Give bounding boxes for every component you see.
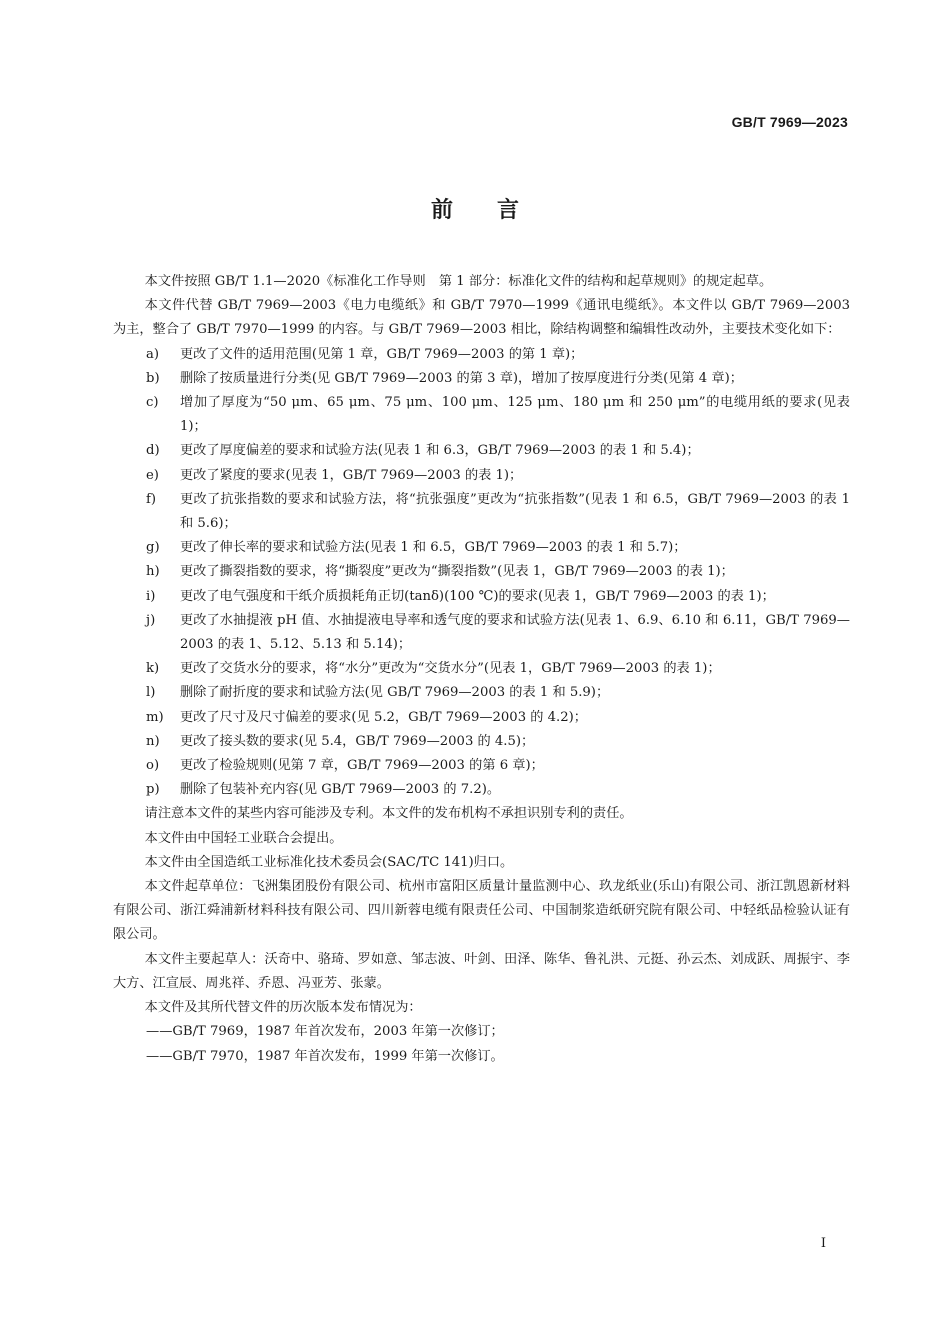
history-item: ——GB/T 7969，1987 年首次发布，2003 年第一次修订； [146,1024,504,1040]
item-mark: h) [146,564,160,580]
item-text: 更改了文件的适用范围(见第 1 章，GB/T 7969—2003 的第 1 章)； [180,346,584,362]
item-mark: j) [146,612,156,628]
page-number: I [820,1236,826,1251]
item-mark: d) [146,443,160,459]
changes-list [113,343,850,803]
list-item [113,706,850,730]
list-item [113,754,850,778]
item-mark: l) [146,685,156,701]
item-text: 更改了交货水分的要求，将“水分”更改为“交货水分”(见表 1，GB/T 7969—2003 的表 1)； [180,661,721,677]
list-item [113,464,850,488]
item-text: 更改了检验规则(见第 7 章，GB/T 7969—2003 的第 6 章)； [180,758,544,774]
item-mark: a) [146,346,160,362]
paragraph-drafting-rules: 本文件按照 GB/T 1.1—2020《标准化工作导则 第 1 部分：标准化文件的结构和起草规则》的规定起草。 [144,274,773,289]
list-item [113,585,850,609]
list-item [113,560,850,584]
paragraph-committee: 本文件由全国造纸工业标准化技术委员会(SAC/TC 141)归口。 [144,854,514,870]
list-item [113,778,850,802]
item-mark: k) [146,661,160,677]
list-item [113,536,850,560]
standard-code: GB/T 7969—2023 [731,114,848,130]
page-title: 前言 [430,198,563,223]
item-mark: i) [146,588,156,604]
item-text: 更改了厚度偏差的要求和试验方法(见表 1 和 6.3，GB/T 7969—2003 的表 1 和 5.4)； [180,443,700,459]
item-mark: c) [146,395,159,411]
paragraph-drafters: 本文件主要起草人：沃奇中、骆琦、罗如意、邹志波、叶剑、田泽、陈华、鲁礼洪、元挺、孙云杰、刘成跃、周振宇、李大方、江宣辰、周兆祥、乔恩、冯亚芳、张蒙。 [113,951,850,991]
item-mark: f) [146,491,157,507]
item-text: 更改了尺寸及尺寸偏差的要求(见 5.2，GB/T 7969—2003 的 4.2)； [180,709,587,725]
list-item [113,488,850,536]
item-mark: e) [146,467,159,483]
item-mark: m) [146,709,164,725]
list-item [113,367,850,391]
item-mark: b) [146,370,160,386]
item-text: 更改了水抽提液 pH 值、水抽提液电导率和透气度的要求和试验方法(见表 1、6.9、6.10 和 6.11，GB/T 7969—2003 的表 1、5.12、5.13 和 5.14)； [180,612,850,653]
item-text: 更改了接头数的要求(见 5.4，GB/T 7969—2003 的 4.5)； [180,733,535,749]
list-item [113,609,850,657]
item-mark: n) [146,733,160,749]
item-text: 更改了紧度的要求(见表 1，GB/T 7969—2003 的表 1)； [180,467,523,483]
item-text: 更改了伸长率的要求和试验方法(见表 1 和 6.5，GB/T 7969—2003 的表 1 和 5.7)； [180,540,687,556]
history-item: ——GB/T 7970，1987 年首次发布，1999 年第一次修订。 [146,1048,504,1064]
list-item [113,343,850,367]
paragraph-proposer: 本文件由中国轻工业联合会提出。 [144,830,343,846]
paragraph-drafting-units: 本文件起草单位：飞洲集团股份有限公司、杭州市富阳区质量计量监测中心、玖龙纸业(乐山)有限公司、浙江凯恩新材料有限公司、浙江舜浦新材料科技有限公司、四川新蓉电缆有限责任公司、中国制浆造纸研究院有限公司、中轻纸品检验认证有限公司。 [113,879,850,943]
item-text: 增加了厚度为“50 μm、65 μm、75 μm、100 μm、125 μm、180 μm 和 250 μm”的电缆用纸的要求(见表 1)； [180,395,850,435]
item-text: 更改了抗张指数的要求和试验方法，将“抗张强度”更改为“抗张指数”(见表 1 和 6.5，GB/T 7969—2003 的表 1 和 5.6)； [180,491,850,532]
list-item [113,730,850,754]
list-item [113,439,850,463]
list-item [113,657,850,681]
foreword-body [113,270,850,1069]
item-text: 删除了耐折度的要求和试验方法(见 GB/T 7969—2003 的表 1 和 5.9)； [180,685,610,701]
paragraph-patent-notice: 请注意本文件的某些内容可能涉及专利。本文件的发布机构不承担识别专利的责任。 [144,806,633,822]
list-item [113,391,850,439]
list-item [113,681,850,705]
item-mark: o) [146,758,160,774]
item-text: 删除了按质量进行分类(见 GB/T 7969—2003 的第 3 章)，增加了按厚度进行分类(见第 4 章)； [180,370,743,386]
paragraph-replacement: 本文件代替 GB/T 7969—2003《电力电缆纸》和 GB/T 7970—1999《通讯电缆纸》。本文件以 GB/T 7969—2003 为主，整合了 GB/T 7970—1999 的内容。与 GB/T 7969—2003 相比，除结构调整和编辑性改动外，主要技术变化如下： [113,298,850,338]
item-text: 更改了电气强度和干纸介质损耗角正切(tanδ)(100 ℃)的要求(见表 1，GB/T 7969—2003 的表 1)； [180,588,775,604]
paragraph-history-intro: 本文件及其所代替文件的历次版本发布情况为： [144,1000,422,1016]
item-mark: p) [146,782,160,798]
item-text: 更改了撕裂指数的要求，将“撕裂度”更改为“撕裂指数”(见表 1，GB/T 7969—2003 的表 1)； [180,564,734,580]
item-mark: g) [146,540,160,556]
item-text: 删除了包装补充内容(见 GB/T 7969—2003 的 7.2)。 [180,782,501,798]
